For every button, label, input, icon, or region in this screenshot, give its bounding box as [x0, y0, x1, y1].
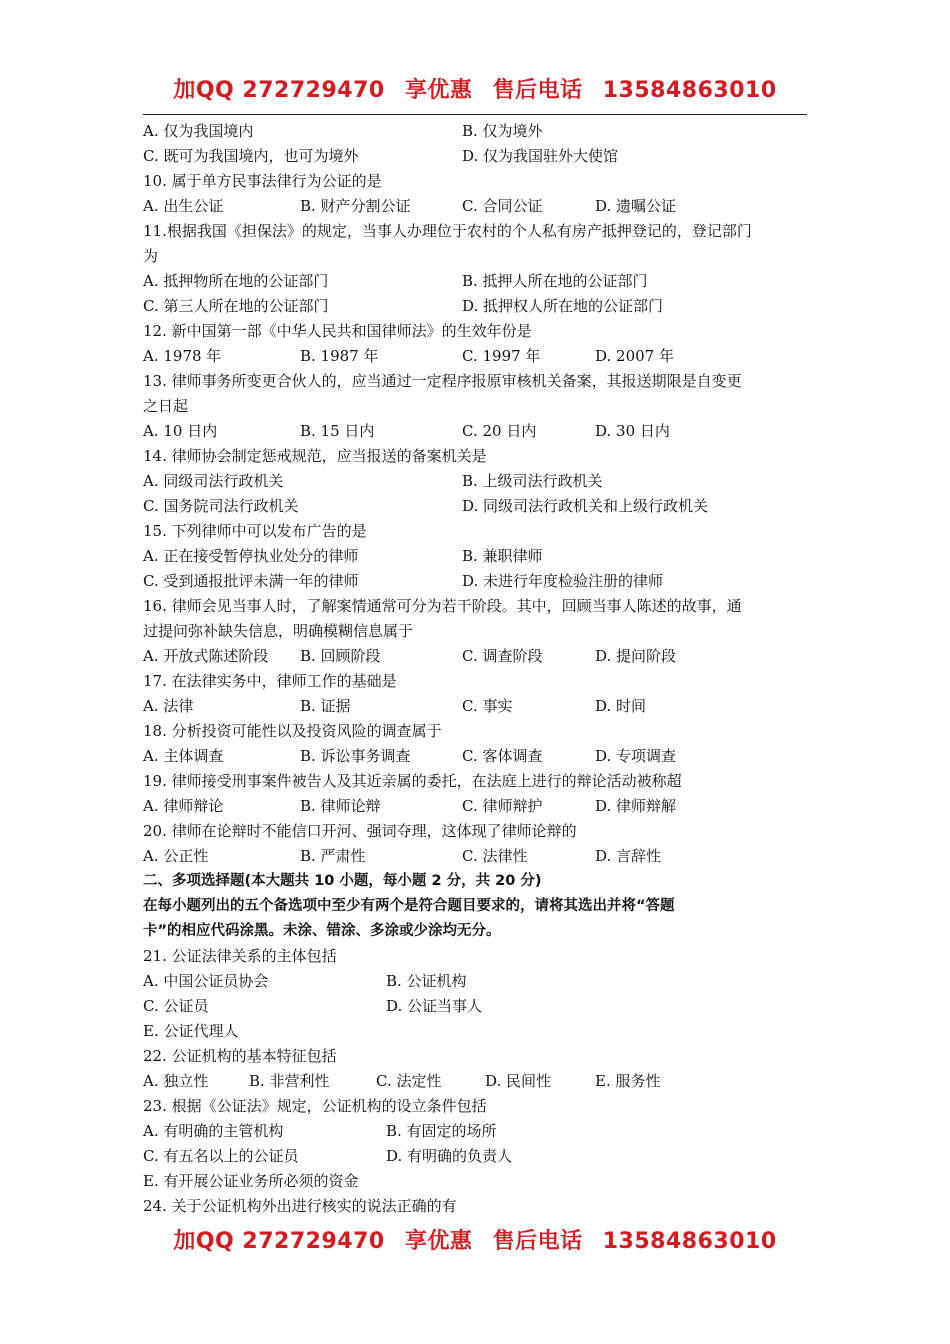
option-item: A. 出生公证: [143, 197, 224, 215]
option-item: A. 公正性: [143, 847, 209, 865]
option-item: B. 兼职律师: [462, 547, 543, 565]
option-item: B. 15 日内: [300, 422, 375, 440]
question-text: 过提问弥补缺失信息，明确模糊信息属于: [143, 622, 414, 640]
option-item: A. 中国公证员协会: [143, 972, 269, 990]
options-row: [143, 269, 813, 294]
options-row: [143, 969, 813, 994]
option-item: D. 未进行年度检验注册的律师: [462, 572, 664, 590]
question-text: E. 公证代理人: [143, 1022, 239, 1040]
question-text: 14. 律师协会制定惩戒规范，应当报送的备案机关是: [143, 447, 487, 465]
banner-promo: 享优惠: [404, 1229, 473, 1254]
options-row: [143, 694, 813, 719]
option-item: D. 公证当事人: [386, 997, 483, 1015]
option-item: A. 独立性: [143, 1072, 209, 1090]
option-item: A. 1978 年: [143, 347, 222, 365]
question-text: 21. 公证法律关系的主体包括: [143, 947, 337, 965]
options-row: [143, 794, 813, 819]
question-text: 16. 律师会见当事人时，了解案情通常可分为若干阶段。其中，回顾当事人陈述的故事，通: [143, 597, 742, 615]
option-item: C. 律师辩护: [462, 797, 543, 815]
option-item: D. 同级司法行政机关和上级行政机关: [462, 497, 709, 515]
question-text: 10. 属于单方民事法律行为公证的是: [143, 172, 382, 190]
question-text: 22. 公证机构的基本特征包括: [143, 1047, 337, 1065]
option-item: D. 2007 年: [595, 347, 674, 365]
question-text: 之日起: [143, 397, 189, 415]
question-text: 17. 在法律实务中，律师工作的基础是: [143, 672, 397, 690]
option-item: C. 1997 年: [462, 347, 541, 365]
option-item: C. 20 日内: [462, 422, 537, 440]
option-item: C. 受到通报批评未满一年的律师: [143, 572, 359, 590]
option-item: B. 诉讼事务调查: [300, 747, 411, 765]
option-item: C. 公证员: [143, 997, 209, 1015]
option-item: A. 有明确的主管机构: [143, 1122, 284, 1140]
option-item: B. 仅为境外: [462, 122, 543, 140]
options-row: [143, 1144, 813, 1169]
option-item: B. 严肃性: [300, 847, 366, 865]
options-row: [143, 194, 813, 219]
option-item: C. 法律性: [462, 847, 528, 865]
banner-phone: 13584863010: [602, 78, 777, 103]
option-item: C. 调查阶段: [462, 647, 543, 665]
banner-qq: 加QQ 272729470: [173, 78, 385, 103]
options-row: [143, 644, 813, 669]
question-text: 20. 律师在论辩时不能信口开河、强词夺理，这体现了律师论辩的: [143, 822, 577, 840]
question-text: 11.根据我国《担保法》的规定，当事人办理位于农村的个人私有房产抵押登记的，登记部门: [143, 222, 752, 240]
option-item: B. 1987 年: [300, 347, 379, 365]
question-text: E. 有开展公证业务所必须的资金: [143, 1172, 359, 1190]
option-item: B. 非营利性: [249, 1072, 330, 1090]
banner-phone-label: 售后电话: [492, 78, 583, 103]
options-row: [143, 294, 813, 319]
option-item: A. 主体调查: [143, 747, 224, 765]
option-item: B. 财产分割公证: [300, 197, 411, 215]
header-banner: [0, 76, 950, 106]
option-item: C. 事实: [462, 697, 513, 715]
options-row: [143, 1069, 813, 1094]
option-item: D. 仅为我国驻外大使馆: [462, 147, 619, 165]
option-item: B. 律师论辩: [300, 797, 381, 815]
options-row: [143, 344, 813, 369]
question-text: 23. 根据《公证法》规定，公证机构的设立条件包括: [143, 1097, 487, 1115]
option-item: D. 律师辩解: [595, 797, 677, 815]
options-row: [143, 419, 813, 444]
question-text: 15. 下列律师中可以发布广告的是: [143, 522, 367, 540]
option-item: D. 抵押权人所在地的公证部门: [462, 297, 664, 315]
option-item: B. 回顾阶段: [300, 647, 381, 665]
option-item: B. 证据: [300, 697, 351, 715]
option-item: A. 法律: [143, 697, 194, 715]
question-text: 18. 分析投资可能性以及投资风险的调查属于: [143, 722, 442, 740]
options-row: [143, 994, 813, 1019]
option-item: A. 仅为我国境内: [143, 122, 254, 140]
option-item: A. 同级司法行政机关: [143, 472, 284, 490]
question-text: 19. 律师接受刑事案件被告人及其近亲属的委托，在法庭上进行的辩论活动被称超: [143, 772, 682, 790]
option-item: D. 30 日内: [595, 422, 670, 440]
option-item: A. 抵押物所在地的公证部门: [143, 272, 329, 290]
option-item: D. 专项调查: [595, 747, 677, 765]
header-rule: [143, 114, 807, 115]
question-text: 13. 律师事务所变更合伙人的，应当通过一定程序报原审核机关备案，其报送期限是自变更: [143, 372, 742, 390]
options-row: [143, 744, 813, 769]
option-item: E. 服务性: [595, 1072, 661, 1090]
options-row: [143, 144, 813, 169]
option-item: B. 有固定的场所: [386, 1122, 497, 1140]
exam-content: [143, 119, 813, 1219]
options-row: [143, 119, 813, 144]
option-item: C. 有五名以上的公证员: [143, 1147, 299, 1165]
option-item: D. 有明确的负责人: [386, 1147, 513, 1165]
question-text: 12. 新中国第一部《中华人民共和国律师法》的生效年份是: [143, 322, 532, 340]
option-item: A. 正在接受暂停执业处分的律师: [143, 547, 359, 565]
options-row: [143, 469, 813, 494]
section-heading: 在每小题列出的五个备选项中至少有两个是符合题目要求的，请将其选出并将“答题: [143, 898, 675, 914]
option-item: D. 时间: [595, 697, 647, 715]
option-item: D. 言辞性: [595, 847, 662, 865]
option-item: D. 遗嘱公证: [595, 197, 677, 215]
option-item: C. 客体调查: [462, 747, 543, 765]
section-heading: 二、多项选择题(本大题共 10 小题，每小题 2 分，共 20 分): [143, 873, 542, 889]
option-item: C. 合同公证: [462, 197, 543, 215]
option-item: A. 开放式陈述阶段: [143, 647, 269, 665]
option-item: A. 10 日内: [143, 422, 218, 440]
options-row: [143, 844, 813, 869]
option-item: D. 提问阶段: [595, 647, 677, 665]
option-item: B. 上级司法行政机关: [462, 472, 603, 490]
option-item: D. 民间性: [485, 1072, 552, 1090]
footer-banner: [0, 1227, 950, 1257]
options-row: [143, 1119, 813, 1144]
question-text: 24. 关于公证机构外出进行核实的说法正确的有: [143, 1197, 457, 1215]
option-item: C. 法定性: [376, 1072, 442, 1090]
options-row: [143, 569, 813, 594]
option-item: B. 公证机构: [386, 972, 467, 990]
banner-promo: 享优惠: [404, 78, 473, 103]
section-heading: 卡”的相应代码涂黑。未涂、错涂、多涂或少涂均无分。: [143, 923, 501, 939]
options-row: [143, 544, 813, 569]
banner-qq: 加QQ 272729470: [173, 1229, 385, 1254]
banner-phone-label: 售后电话: [492, 1229, 583, 1254]
banner-phone: 13584863010: [602, 1229, 777, 1254]
option-item: C. 第三人所在地的公证部门: [143, 297, 329, 315]
question-text: 为: [143, 247, 159, 265]
option-item: B. 抵押人所在地的公证部门: [462, 272, 648, 290]
option-item: C. 国务院司法行政机关: [143, 497, 299, 515]
option-item: A. 律师辩论: [143, 797, 224, 815]
options-row: [143, 494, 813, 519]
option-item: C. 既可为我国境内，也可为境外: [143, 147, 359, 165]
